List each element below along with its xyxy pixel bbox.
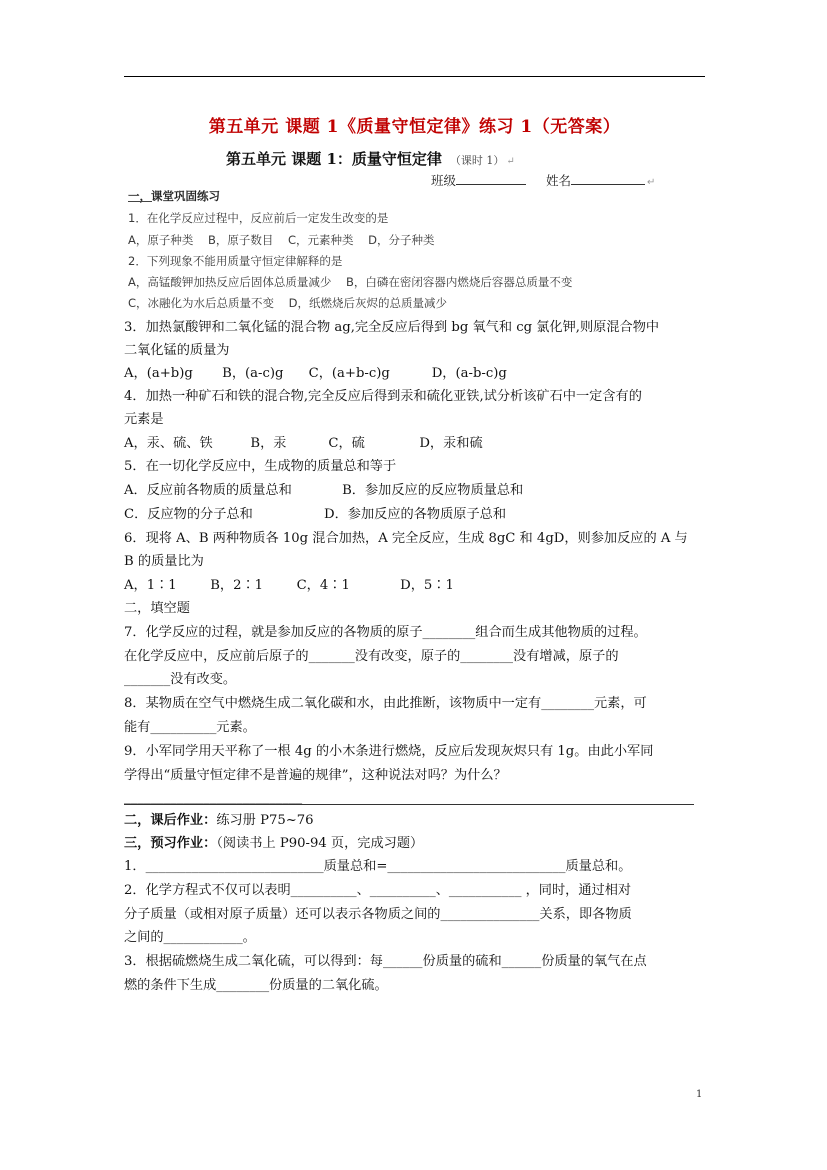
- q5-options-ab: A．反应前各物质的质量总和 B．参加反应的反应物质量总和: [124, 483, 524, 498]
- q1-text: 1．在化学反应过程中，反应前后一定发生改变的是: [128, 211, 389, 225]
- q3-options: A，(a+b)g B，(a-c)g C，(a+b-c)g D，(a-b-c)g: [124, 366, 507, 381]
- class-blank: [456, 172, 526, 185]
- class-label: 班级: [431, 173, 457, 188]
- preview-q2-line1: 2．化学方程式不仅可以表明__________、__________、___________ ，同时，通过相对: [124, 883, 632, 898]
- homework-text: 练习册 P75~76: [216, 813, 314, 828]
- q7-line3: _______没有改变。: [124, 672, 237, 687]
- q7-line1: 7．化学反应的过程，就是参加反应的各物质的原子________组合而生成其他物质的过程。: [124, 625, 647, 640]
- lesson-subtitle: [226, 148, 515, 169]
- preview-q2-line3: 之间的____________。: [124, 930, 256, 945]
- name-label: 姓名: [545, 173, 571, 188]
- q1-options: A，原子种类 B，原子数目 C，元素种类 D，分子种类: [128, 233, 435, 247]
- section2-heading: 二，填空题: [124, 601, 190, 616]
- q9-line2: 学得出“质量守恒定律不是普遍的规律”，这种说法对吗？为什么？: [124, 768, 507, 783]
- preview-q2-line2: 分子质量（或相对原子质量）还可以表示各物质之间的_______________关系，即各物质: [124, 907, 632, 922]
- preview-line: [124, 833, 423, 855]
- header-rule: [124, 76, 705, 77]
- q2-text: 2．下列现象不能用质量守恒定律解释的是: [128, 254, 343, 268]
- q6-text-line2: B 的质量比为: [124, 554, 204, 569]
- answer-rule: [124, 804, 694, 805]
- q9-line1: 9．小军同学用天平称了一根 4g 的小木条进行燃烧，反应后发现灰烬只有 1g。由此小军同: [124, 744, 654, 759]
- q2-options-ab: A，高锰酸钾加热反应后固体总质量减少 B，白磷在密闭容器内燃烧后容器总质量不变: [128, 275, 573, 289]
- class-name-line: [431, 171, 655, 189]
- preview-q3-line2: 燃的条件下生成________份质量的二氧化硫。: [124, 978, 388, 993]
- q7-line2: 在化学反应中，反应前后原子的_______没有改变，原子的________没有增减，原子的: [124, 649, 619, 664]
- q3-text-line1: 3．加热氯酸钾和二氧化锰的混合物 ag,完全反应后得到 bg 氧气和 cg 氯化钾,则原混合物中: [124, 320, 660, 335]
- name-blank: [571, 172, 645, 185]
- q8-line1: 8．某物质在空气中燃烧生成二氧化碳和水，由此推断，该物质中一定有________元素，可: [124, 696, 647, 711]
- q2-options-cd: C，冰融化为水后总质量不变 D，纸燃烧后灰烬的总质量减少: [128, 296, 448, 310]
- document-title: 第五单元 课题 1《质量守恒定律》练习 1（无答案）: [208, 117, 621, 137]
- subtitle-text: 第五单元 课题 1：质量守恒定律: [226, 150, 442, 168]
- q9-answer-line: ___________________________: [124, 790, 303, 805]
- homework-line: [124, 810, 314, 832]
- section1-heading: 一，课堂巩固练习: [128, 189, 220, 203]
- return-mark-icon: ↵: [506, 156, 515, 167]
- preview-q3-line1: 3．根据硫燃烧生成二氧化硫，可以得到：每______份质量的硫和______份质量的氧气在点: [124, 954, 647, 969]
- preview-label: 三，预习作业：: [124, 836, 217, 851]
- homework-label: 二，课后作业：: [124, 813, 217, 828]
- heading-underline: [128, 201, 152, 202]
- q3-text-line2: 二氧化锰的质量为: [124, 343, 230, 358]
- q8-line2: 能有__________元素。: [124, 720, 256, 735]
- q6-options: A，1∶1 B，2∶1 C，4∶1 D，5∶1: [124, 578, 454, 593]
- q4-text-line1: 4．加热一种矿石和铁的混合物,完全反应后得到汞和硫化亚铁,试分析该矿石中一定含有的: [124, 389, 642, 404]
- q4-text-line2: 元素是: [124, 412, 164, 427]
- preview-text: （阅读书上 P90-94 页，完成习题）: [216, 836, 424, 851]
- q6-text-line1: 6．现将 A、B 两种物质各 10g 混合加热，A 完全反应，生成 8gC 和 4gD，则参加反应的 A 与: [124, 531, 688, 546]
- q5-text: 5．在一切化学反应中，生成物的质量总和等于: [124, 459, 397, 474]
- preview-q1: 1．___________________________质量总和=___________________________质量总和。: [124, 859, 632, 874]
- page-number: 1: [696, 1089, 703, 1100]
- return-mark-icon: ↵: [647, 177, 656, 188]
- q4-options: A，汞、硫、铁 B，汞 C，硫 D，汞和硫: [124, 436, 483, 451]
- lesson-note: （课时 1）: [449, 154, 505, 167]
- q5-options-cd: C．反应物的分子总和 D．参加反应的各物质原子总和: [124, 507, 507, 522]
